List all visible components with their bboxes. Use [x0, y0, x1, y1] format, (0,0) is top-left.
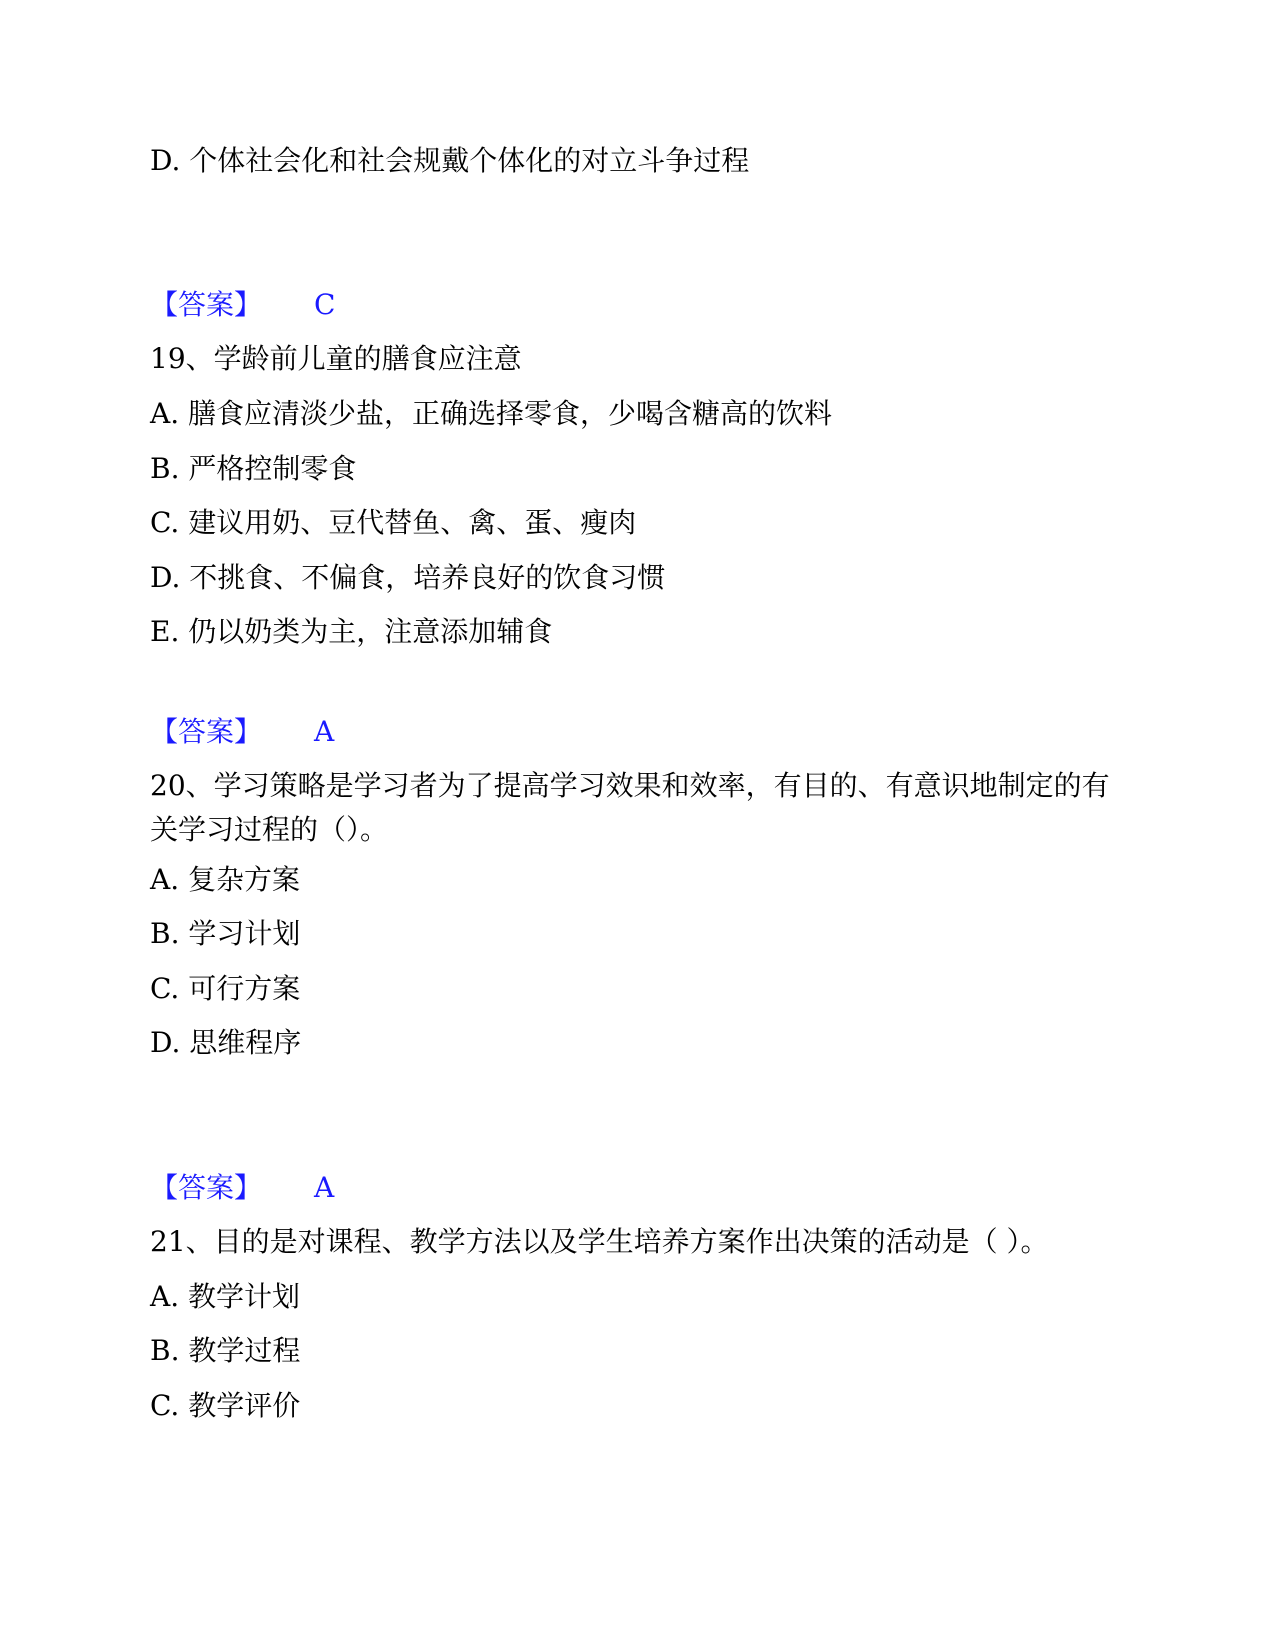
answer-label: 【答案】: [150, 288, 263, 321]
q20-option-a: A. 复杂方案: [150, 863, 301, 896]
q18-answer: [150, 287, 335, 323]
answer-value: C: [314, 288, 336, 321]
answer-label: 【答案】: [150, 1171, 263, 1204]
q19-option-c: C. 建议用奶、豆代替鱼、禽、蛋、瘦肉: [150, 506, 637, 539]
answer-value: A: [314, 715, 335, 748]
q21-option-b: B. 教学过程: [150, 1334, 301, 1367]
q19-stem: 19、学龄前儿童的膳食应注意: [150, 342, 522, 375]
q20-answer: [150, 1170, 334, 1206]
q19-option-a: A. 膳食应清淡少盐，正确选择零食，少喝含糖高的饮料: [150, 397, 833, 430]
q19-option-b: B. 严格控制零食: [150, 452, 357, 485]
q21-option-a: A. 教学计划: [150, 1280, 301, 1313]
q19-option-d: D. 不挑食、不偏食，培养良好的饮食习惯: [150, 561, 666, 594]
q20-option-c: C. 可行方案: [150, 972, 301, 1005]
q20-option-d: D. 思维程序: [150, 1026, 302, 1059]
q18-option-d: D. 个体社会化和社会规戴个体化的对立斗争过程: [150, 144, 750, 177]
q21-option-c: C. 教学评价: [150, 1389, 301, 1422]
answer-label: 【答案】: [150, 715, 263, 748]
q19-answer: [150, 714, 334, 750]
q20-stem: 20、学习策略是学习者为了提高学习效果和效率，有目的、有意识地制定的有关学习过程的（）。: [150, 769, 1110, 846]
q19-option-e: E. 仍以奶类为主，注意添加辅食: [150, 615, 553, 648]
answer-value: A: [314, 1171, 335, 1204]
q20-option-b: B. 学习计划: [150, 917, 301, 950]
q21-stem: 21、目的是对课程、教学方法以及学生培养方案作出决策的活动是（ ）。: [150, 1225, 1049, 1258]
